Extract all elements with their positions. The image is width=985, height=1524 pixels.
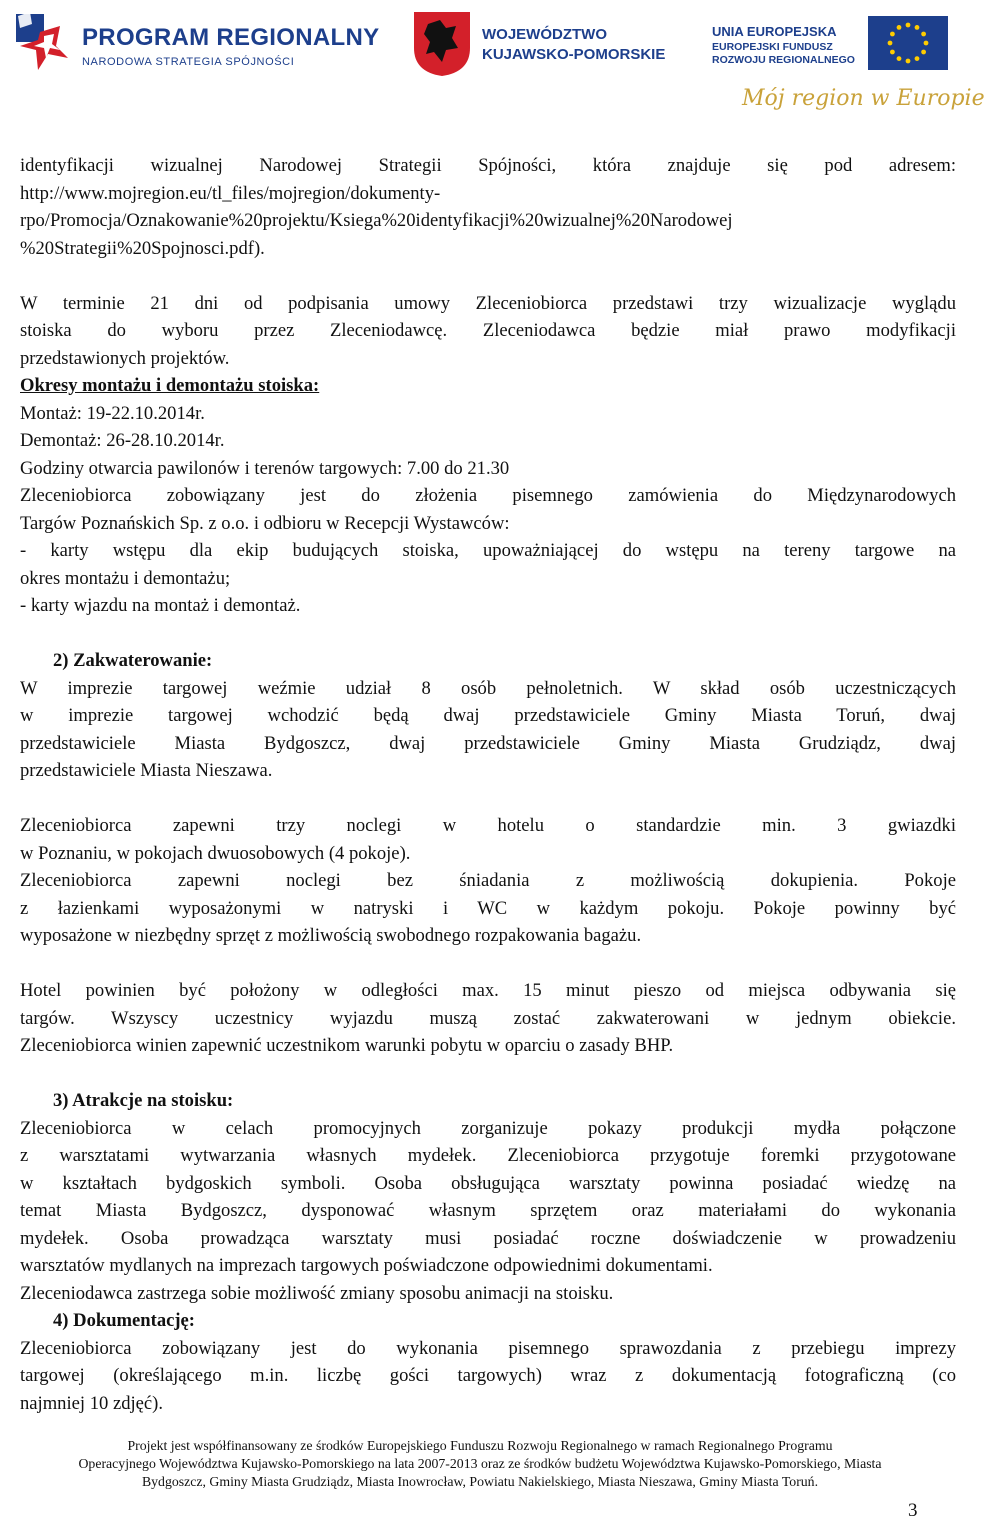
paragraph-line: najmniej 10 zdjęć). (20, 1392, 164, 1414)
paragraph-line: targów. Wszyscy uczestnicy wyjazdu muszą zostać zakwaterowani w jednym obiekcie. (20, 1007, 956, 1029)
paragraph-line: Zleceniobiorca zapewni trzy noclegi w hotelu o standardzie min. 3 gwiazdki (20, 815, 956, 836)
paragraph-line: stoiska do wyboru przez Zleceniodawcę. Zleceniodawca będzie miał prawo modyfikacji (20, 320, 956, 341)
paragraph-line: Zleceniobiorca zobowiązany jest do wykonania pisemnego sprawozdania z przebiegu imprezy (20, 1337, 956, 1359)
page-footer (0, 1437, 960, 1491)
section-heading-dokumentacja: 4) Dokumentację: (53, 1310, 196, 1331)
eu-flag-icon (868, 16, 948, 70)
footer-line: Bydgoszcz, Gminy Miasta Grudziądz, Miasta Inowrocław, Powiatu Nakielskiego, Miasta Nieszawa, Gminy Miasta Toruń. (141, 1474, 819, 1489)
paragraph-line: przedstawiciele Miasta Bydgoszcz, dwaj przedstawiciele Gminy Miasta Grudziądz, dwaj (20, 732, 956, 754)
okresy-heading: Okresy montażu i demontażu stoiska: (20, 375, 320, 396)
paragraph-line: Zleceniobiorca winien zapewnić uczestnikom warunki pobytu w oparciu o zasady BHP. (20, 1035, 674, 1056)
footer-line: Operacyjnego Województwa Kujawsko-Pomorskiego na lata 2007-2013 oraz ze środków budżetu Województwa Kujawsko-Pomorskiego, Miasta (78, 1456, 882, 1471)
footer-line: Projekt jest współfinansowany ze środków Europejskiego Funduszu Rozwoju Regionalnego w ramach Regionalnego Programu (127, 1438, 833, 1453)
paragraph-line: Zleceniobiorca w celach promocyjnych zorganizuje pokazy produkcji mydła połączone (20, 1117, 956, 1139)
paragraph-line: okres montażu i demontażu; (20, 567, 231, 589)
page-header (0, 0, 985, 135)
opening-hours: Godziny otwarcia pawilonów i terenów targowych: 7.00 do 21.30 (20, 457, 510, 479)
eu-fund-line2: ROZWOJU REGIONALNEGO (712, 54, 855, 66)
paragraph-line: Hotel powinien być położony w odległości max. 15 minut pieszo od miejsca odbywania się (20, 980, 956, 1001)
paragraph-line: w kształtach bydgoskich symboli. Osoba obsługująca warsztaty powinna posiadać wiedzę na (20, 1172, 956, 1194)
paragraph-line: targowej (określającego m.in. liczbę gości targowych) wraz z dokumentacją fotograficzną (co (20, 1365, 956, 1386)
paragraph-line: z łazienkami wyposażonymi w natryski i WC w każdym pokoju. Pokoje powinny być (20, 897, 956, 919)
program-regionalny-logo (10, 6, 380, 76)
paragraph-line: - karty wjazdu na montaż i demontaż. (20, 595, 301, 616)
section-heading-zakwaterowanie: 2) Zakwaterowanie: (53, 650, 213, 671)
paragraph-line: Targów Poznańskich Sp. z o.o. i odbioru w Recepcji Wystawców: (20, 512, 510, 534)
paragraph-line: - karty wstępu dla ekip budujących stoiska, upoważniającej do wstępu na tereny targowe na (20, 540, 956, 561)
region-name-line1: WOJEWÓDZTWO (482, 26, 607, 43)
slogan: Mój region w Europie (742, 86, 985, 111)
page-number: 3 (908, 1500, 918, 1521)
paragraph-line: przedstawiciele Miasta Nieszawa. (20, 760, 273, 781)
paragraph-line: W imprezie targowej weźmie udział 8 osób pełnoletnich. W skład osób uczestniczących (20, 677, 956, 699)
paragraph-line: warsztatów mydlanych na imprezach targowych poświadczone odpowiednimi dokumentami. (20, 1255, 713, 1276)
eu-logo (712, 6, 985, 131)
paragraph-line: w Poznaniu, w pokojach dwuosobowych (4 pokoje). (20, 842, 411, 864)
paragraph-line: %20Strategii%20Spojnosci.pdf). (20, 237, 265, 259)
paragraph-line: rpo/Promocja/Oznakowanie%20projektu/Ksiega%20identyfikacji%20wizualnej%20Narodowej (20, 210, 733, 231)
program-subtitle: NARODOWA STRATEGIA SPÓJNOŚCI (82, 56, 295, 68)
region-name-line2: KUJAWSKO-POMORSKIE (482, 46, 666, 63)
paragraph-line: temat Miasta Bydgoszcz, dysponować własnym sprzętem oraz materiałami do wykonania (20, 1200, 956, 1221)
paragraph-line: http://www.mojregion.eu/tl_files/mojregion/dokumenty- (20, 182, 441, 204)
nss-star-icon (10, 6, 72, 74)
paragraph-line: wyposażone w niezbędny sprzęt z możliwością swobodnego rozpakowania bagażu. (20, 925, 642, 946)
paragraph-line: identyfikacji wizualnej Narodowej Strategii Spójności, która znajduje się pod adresem: (20, 155, 956, 176)
paragraph-line: w imprezie targowej wchodzić będą dwaj przedstawiciele Gminy Miasta Toruń, dwaj (20, 705, 956, 726)
section-heading-atrakcje: 3) Atrakcje na stoisku: (53, 1090, 234, 1111)
griffin-crest-icon (410, 8, 474, 78)
montaz-dates: Montaż: 19-22.10.2014r. (20, 402, 205, 424)
program-title: PROGRAM REGIONALNY (82, 24, 380, 51)
paragraph-line: mydełek. Osoba prowadząca warsztaty musi posiadać roczne doświadczenie w prowadzeniu (20, 1227, 956, 1249)
paragraph-line: przedstawionych projektów. (20, 347, 230, 369)
demontaz-dates: Demontaż: 26-28.10.2014r. (20, 430, 225, 451)
eu-fund-line1: EUROPEJSKI FUNDUSZ (712, 41, 833, 53)
paragraph-line: Zleceniobiorca zapewni noclegi bez śniadania z możliwością dokupienia. Pokoje (20, 870, 956, 891)
wojewodztwo-logo (410, 8, 670, 78)
document-body (20, 152, 956, 1417)
paragraph-line: Zleceniobiorca zobowiązany jest do złożenia pisemnego zamówienia do Międzynarodowych (20, 485, 956, 506)
paragraph-line: z warsztatami wytwarzania własnych mydełek. Zleceniobiorca przygotuje foremki przygotowane (20, 1145, 956, 1166)
eu-title: UNIA EUROPEJSKA (712, 24, 837, 39)
paragraph-line: W terminie 21 dni od podpisania umowy Zleceniobiorca przedstawi trzy wizualizacje wyglądu (20, 292, 956, 314)
paragraph-line: Zleceniodawca zastrzega sobie możliwość zmiany sposobu animacji na stoisku. (20, 1282, 614, 1304)
